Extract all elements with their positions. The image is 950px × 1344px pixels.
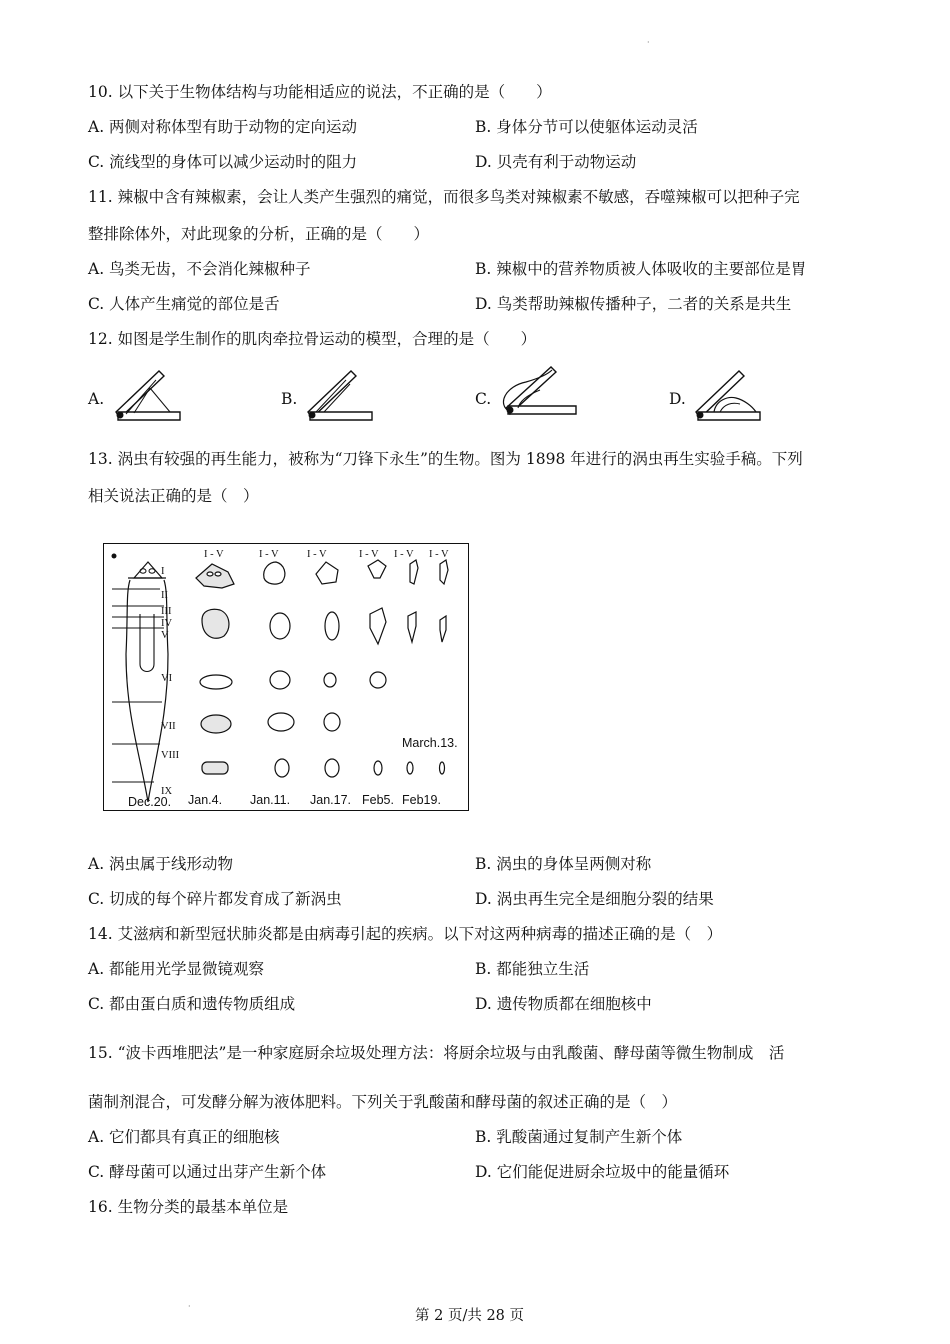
q12-stem: 12. 如图是学生制作的肌肉牵拉骨运动的模型，合理的是（ ） — [88, 330, 537, 348]
q12-model-a — [110, 368, 190, 428]
date-jan11: Jan.11. — [250, 793, 291, 807]
row-label-2: II — [161, 590, 168, 601]
q11-option-a: A. 鸟类无齿，不会消化辣椒种子 — [88, 260, 311, 278]
figure-row-labels — [161, 566, 180, 797]
q10-option-c: C. 流线型的身体可以减少运动时的阻力 — [88, 153, 358, 171]
q13-option-d: D. 涡虫再生完全是细胞分裂的结果 — [475, 890, 714, 908]
q15-stem-line2: 菌制剂混合，可发酵分解为液体肥料。下列关于乳酸菌和酵母菌的叙述正确的是（ ） — [88, 1093, 678, 1111]
q11-stem-line1: 11. 辣椒中含有辣椒素，会让人类产生强烈的痛觉，而很多鸟类对辣椒素不敏感，吞噬辣椒可以把种子完 — [88, 188, 800, 206]
q10-option-a: A. 两侧对称体型有助于动物的定向运动 — [88, 118, 358, 136]
date-jan17: Jan.17. — [310, 793, 352, 807]
q13-option-b: B. 涡虫的身体呈两侧对称 — [475, 855, 652, 873]
q12-label-a: A. — [88, 390, 105, 408]
q15-option-d: D. 它们能促进厨余垃圾中的能量循环 — [475, 1163, 730, 1181]
row-label-5: V — [161, 630, 169, 641]
q13-stem-line1: 13. 涡虫有较强的再生能力，被称为“刀锋下永生”的生物。图为 1898 年进行的涡虫再生实验手稿。下列 — [88, 450, 803, 468]
q12-model-b — [302, 368, 382, 428]
q10-stem: 10. 以下关于生物体结构与功能相适应的说法，不正确的是（ ） — [88, 83, 552, 101]
planarian-regeneration-figure — [103, 543, 469, 811]
col-header-1: I - V — [204, 549, 224, 560]
q12-label-c: C. — [475, 390, 492, 408]
col-header-5: I - V — [394, 549, 414, 560]
q16-stem: 16. 生物分类的最基本单位是 — [88, 1198, 289, 1216]
q14-option-a: A. 都能用光学显微镜观察 — [88, 960, 265, 978]
q12-label-b: B. — [281, 390, 298, 408]
q12-model-d — [690, 368, 770, 428]
row-label-1: I — [161, 566, 165, 577]
date-feb5: Feb5. — [362, 793, 394, 807]
col-header-6: I - V — [429, 549, 449, 560]
q14-option-c: C. 都由蛋白质和遗传物质组成 — [88, 995, 296, 1013]
row-label-4: IV — [161, 618, 173, 629]
q15-option-b: B. 乳酸菌通过复制产生新个体 — [475, 1128, 683, 1146]
q14-option-b: B. 都能独立生活 — [475, 960, 590, 978]
date-dec20: Dec.20. — [128, 795, 172, 809]
col-header-2: I - V — [259, 549, 279, 560]
date-feb19: Feb19. — [402, 793, 441, 807]
q12-label-d: D. — [669, 390, 686, 408]
q11-option-b: B. 辣椒中的营养物质被人体吸收的主要部位是胃 — [475, 260, 807, 278]
q13-option-c: C. 切成的每个碎片都发育成了新涡虫 — [88, 890, 342, 908]
col-header-4: I - V — [359, 549, 379, 560]
q15-option-a: A. 它们都具有真正的细胞核 — [88, 1128, 280, 1146]
q13-option-a: A. 涡虫属于线形动物 — [88, 855, 234, 873]
q15-stem-line1: 15. “波卡西堆肥法”是一种家庭厨余垃圾处理方法：将厨余垃圾与由乳酸菌、酵母菌等微生物制成 活 — [88, 1044, 785, 1062]
q13-stem-line2: 相关说法正确的是（ ） — [88, 487, 259, 505]
q10-option-d: D. 贝壳有利于动物运动 — [475, 153, 637, 171]
q11-option-c: C. 人体产生痛觉的部位是舌 — [88, 295, 280, 313]
row-label-9: IX — [161, 786, 173, 797]
date-march: March.13. — [402, 736, 458, 750]
q14-option-d: D. 遗传物质都在细胞核中 — [475, 995, 652, 1013]
q14-stem: 14. 艾滋病和新型冠状肺炎都是由病毒引起的疾病。以下对这两种病毒的描述正确的是（ ） — [88, 925, 723, 943]
corner-dot-bottom: · — [188, 1302, 191, 1311]
q11-option-d: D. 鸟类帮助辣椒传播种子，二者的关系是共生 — [475, 295, 792, 313]
q11-stem-line2: 整排除体外，对此现象的分析，正确的是（ ） — [88, 225, 430, 243]
col-header-3: I - V — [307, 549, 327, 560]
q12-model-c — [496, 364, 581, 428]
q15-option-c: C. 酵母菌可以通过出芽产生新个体 — [88, 1163, 327, 1181]
corner-dot-top: · — [647, 38, 650, 47]
row-label-6: VI — [161, 673, 173, 684]
row-label-7: VII — [161, 721, 176, 732]
q10-option-b: B. 身体分节可以使躯体运动灵活 — [475, 118, 698, 136]
date-jan4: Jan.4. — [188, 793, 223, 807]
page-number: 第 2 页/共 28 页 — [415, 1308, 524, 1324]
row-label-8: VIII — [161, 750, 180, 761]
row-label-3: III — [161, 606, 172, 617]
